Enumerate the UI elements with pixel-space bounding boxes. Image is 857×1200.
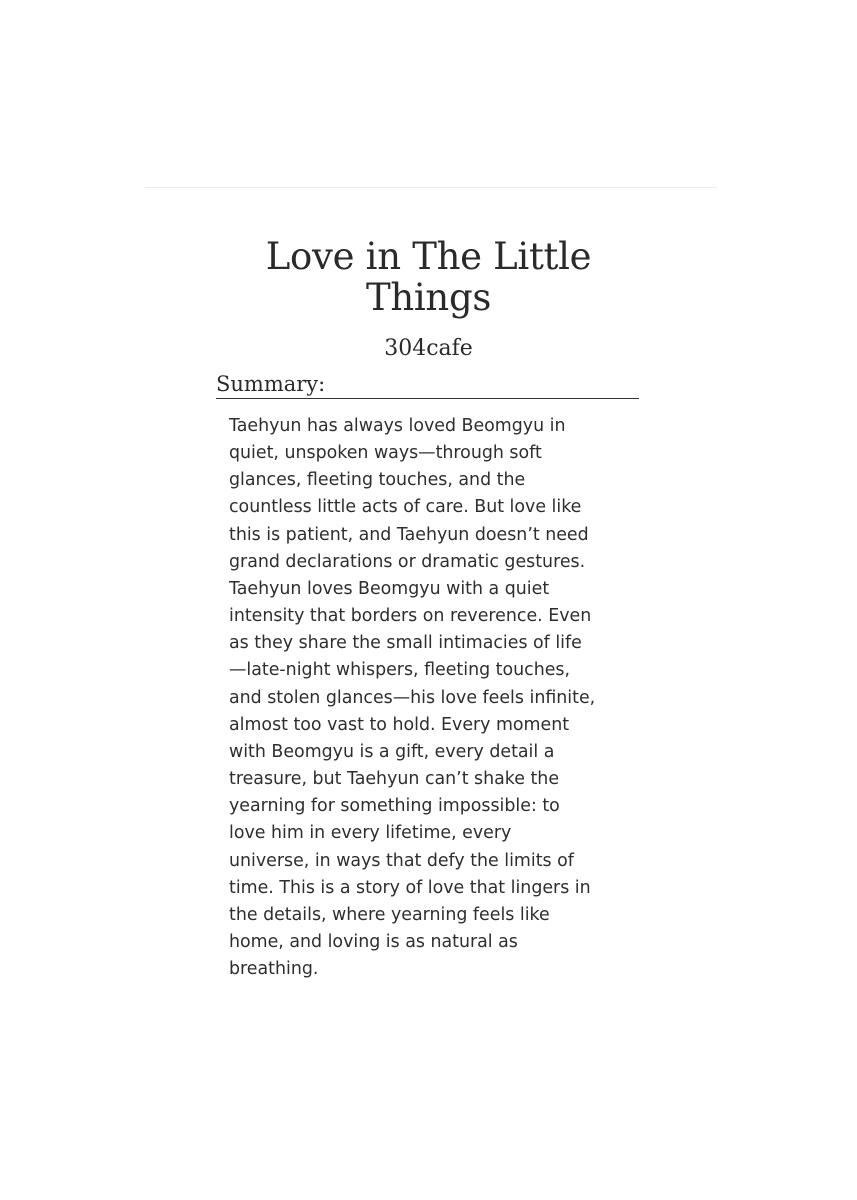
title-line: Things [365,276,492,319]
summary-line: breathing. [229,959,319,980]
summary-heading: Summary: [216,371,639,399]
summary-line: this is patient, and Taehyun doesn’t need [229,524,589,545]
summary-line: grand declarations or dramatic gestures. [229,551,586,572]
summary-line: yearning for something impossible: to [229,796,560,817]
header-divider [145,187,717,188]
summary-text [229,413,639,983]
summary-line: almost too vast to hold. Every moment [229,714,570,735]
summary-line: Taehyun has always loved Beomgyu in [229,416,566,436]
summary-line: as they share the small intimacies of life [229,633,582,654]
summary-line: universe, in ways that defy the limits of [229,850,574,871]
summary-line: and stolen glances—his love feels infinite, [229,687,596,708]
title-line: Love in The Little [265,235,592,278]
summary-line: countless little acts of care. But love like [229,497,582,518]
work-title [160,236,697,318]
summary-line: quiet, unspoken ways—through soft [229,443,542,464]
summary-line: home, and loving is as natural as [229,931,518,952]
summary-line: treasure, but Taehyun can’t shake the [229,769,560,790]
summary-line: intensity that borders on reverence. Even [229,606,592,627]
summary-line: glances, fleeting touches, and the [229,470,526,491]
summary-line: the details, where yearning feels like [229,904,550,925]
summary-line: time. This is a story of love that lingers in [229,877,591,898]
summary-line: with Beomgyu is a gift, every detail a [229,741,555,762]
author-name: 304cafe [384,336,473,361]
summary-line: Taehyun loves Beomgyu with a quiet [229,578,550,599]
summary-line: love him in every lifetime, every [229,823,512,844]
summary-line: —late-night whispers, fleeting touches, [229,660,571,681]
